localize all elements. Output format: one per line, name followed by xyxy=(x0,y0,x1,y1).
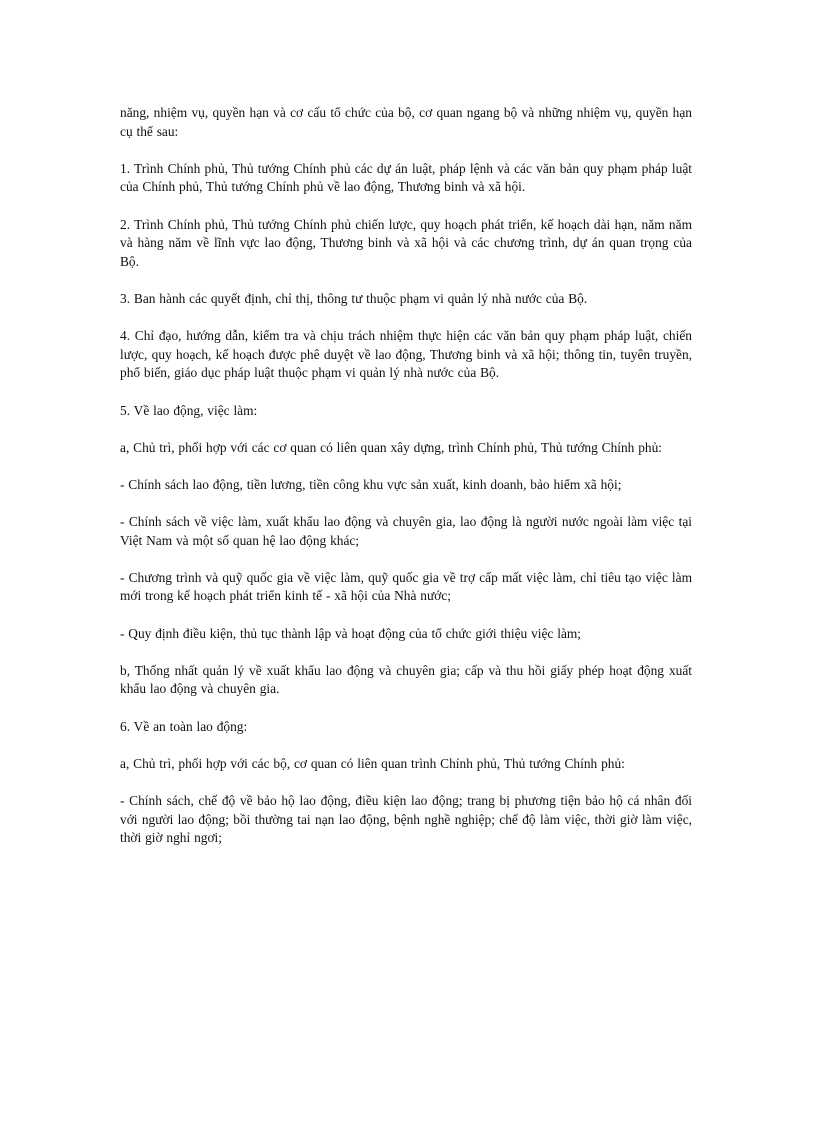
paragraph-intro: năng, nhiệm vụ, quyền hạn và cơ cấu tổ chức của bộ, cơ quan ngang bộ và những nhiệm vụ, quyền hạn cụ thể sau: xyxy=(120,105,692,139)
bullet-item: - Quy định điều kiện, thủ tục thành lập và hoạt động của tổ chức giới thiệu việc làm; xyxy=(120,625,582,641)
bullet-item: - Chính sách về việc làm, xuất khẩu lao động và chuyên gia, lao động là người nước ngoài làm việc tại Việt Nam và một số quan hệ lao động khác; xyxy=(120,514,692,548)
paragraph-item-2: 2. Trình Chính phủ, Thủ tướng Chính phủ chiến lược, quy hoạch phát triển, kế hoạch dài hạn, năm năm và hàng năm về lĩnh vực lao động, Thương binh và xã hội và các chương trình, dự án quan trọng của Bộ. xyxy=(120,216,692,269)
paragraph-item-3: 3. Ban hành các quyết định, chỉ thị, thông tư thuộc phạm vi quản lý nhà nước của Bộ. xyxy=(120,290,588,306)
paragraph-item-1: 1. Trình Chính phủ, Thủ tướng Chính phủ các dự án luật, pháp lệnh và các văn bản quy phạm pháp luật của Chính phủ, Thủ tướng Chính phủ về lao động, Thương binh và xã hội. xyxy=(120,160,692,195)
paragraph-item-4: 4. Chỉ đạo, hướng dẫn, kiểm tra và chịu trách nhiệm thực hiện các văn bản quy phạm pháp luật, chiến lược, quy hoạch, kế hoạch được phê duyệt về lao động, Thương binh và xã hội; thông tin, tuyên truyền, phổ biến, giáo dục pháp luật thuộc phạm vi quản lý nhà nước của Bộ. xyxy=(120,328,692,381)
section-heading-5: 5. Về lao động, việc làm: xyxy=(120,402,258,418)
paragraph-5a: a, Chủ trì, phối hợp với các cơ quan có liên quan xây dựng, trình Chính phủ, Thủ tướng Chính phủ: xyxy=(120,439,663,455)
section-heading-6: 6. Về an toàn lao động: xyxy=(120,718,248,734)
paragraph-5b: b, Thống nhất quản lý về xuất khẩu lao động và chuyên gia; cấp và thu hồi giấy phép hoạt động xuất khẩu lao động và chuyên gia. xyxy=(120,662,692,697)
bullet-item: - Chính sách lao động, tiền lương, tiền công khu vực sản xuất, kinh doanh, bảo hiểm xã hội; xyxy=(120,476,622,492)
document-body xyxy=(120,104,692,866)
bullet-item: - Chương trình và quỹ quốc gia về việc làm, quỹ quốc gia về trợ cấp mất việc làm, chỉ tiêu tạo việc làm mới trong kế hoạch phát triển kinh tế - xã hội của Nhà nước; xyxy=(120,569,692,604)
paragraph-6a: a, Chủ trì, phối hợp với các bộ, cơ quan có liên quan trình Chính phủ, Thủ tướng Chính phủ: xyxy=(120,755,625,771)
bullet-item: - Chính sách, chế độ về bảo hộ lao động, điều kiện lao động; trang bị phương tiện bảo hộ cá nhân đối với người lao động; bồi thường tai nạn lao động, bệnh nghề nghiệp; chế độ làm việc, thời giờ làm việc, thời giờ nghỉ ngơi; xyxy=(120,792,692,846)
